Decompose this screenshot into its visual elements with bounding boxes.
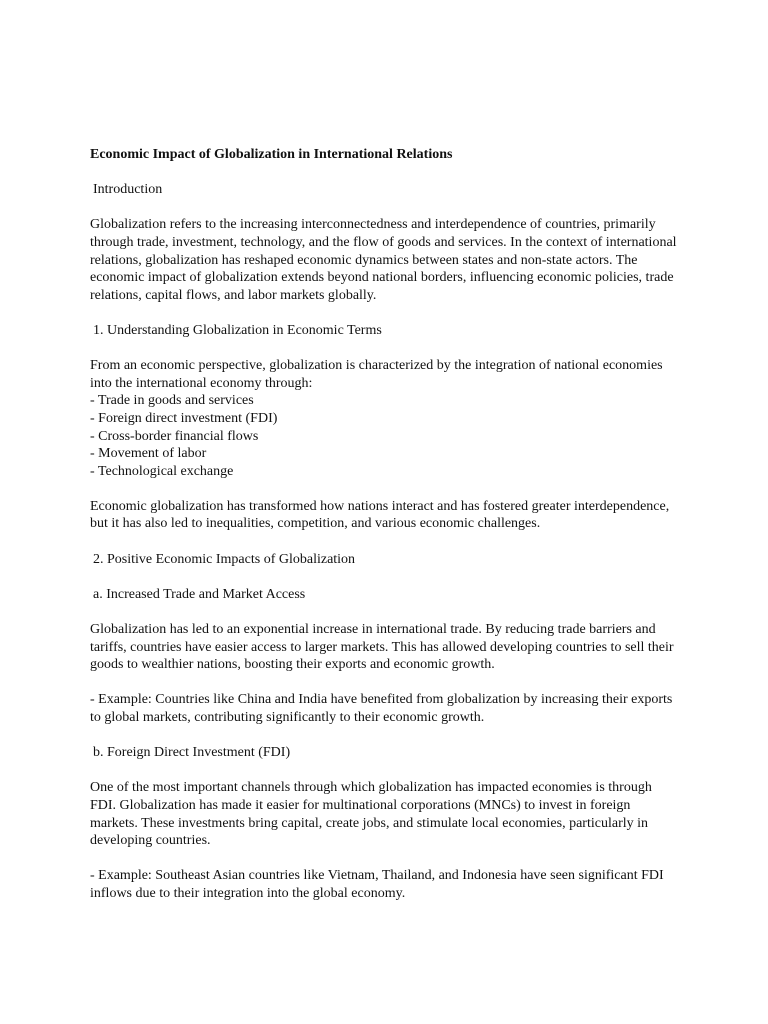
list-item: - Cross-border financial flows <box>90 428 259 444</box>
list-item: - Movement of labor <box>90 446 207 462</box>
section2b-paragraph: One of the most important channels through which globalization has impacted economies is through FDI. Globalization has made it easier for multinational corporations (MNCs) to invest in foreign markets. These investments bring capital, create jobs, and stimulate local economies, particularly in developing countries. <box>90 780 652 849</box>
section1-paragraph: From an economic perspective, globalization is characterized by the integration of national economies into the international economy through: <box>90 358 663 391</box>
section2a-example: - Example: Countries like China and India have benefited from globalization by increasing their exports to global markets, contributing significantly to their economic growth. <box>90 692 673 725</box>
section2a-paragraph: Globalization has led to an exponential increase in international trade. By reducing trade barriers and tariffs, countries have easier access to larger markets. This has allowed developing countries to sell their goods to wealthier nations, boosting their exports and economic growth. <box>90 622 674 673</box>
list-item: - Technological exchange <box>90 463 234 479</box>
section2b-heading: b. Foreign Direct Investment (FDI) <box>93 745 291 761</box>
section2-heading: 2. Positive Economic Impacts of Globalization <box>93 551 356 567</box>
section2b-example: - Example: Southeast Asian countries like Vietnam, Thailand, and Indonesia have seen significant FDI inflows due to their integration into the global economy. <box>90 868 664 901</box>
intro-paragraph: Globalization refers to the increasing interconnectedness and interdependence of countries, primarily through trade, investment, technology, and the flow of goods and services. In the context of international relations, globalization has reshaped economic dynamics between states and non-state actors. The economic impact of globalization extends beyond national borders, influencing economic policies, trade relations, capital flows, and labor markets globally. <box>90 217 677 303</box>
section1-list <box>90 392 680 480</box>
section1-block <box>90 357 680 480</box>
intro-heading: Introduction <box>93 182 163 198</box>
list-item: - Foreign direct investment (FDI) <box>90 410 278 426</box>
section1-heading: 1. Understanding Globalization in Economic Terms <box>93 322 382 338</box>
section2a-heading: a. Increased Trade and Market Access <box>93 586 306 602</box>
document-title: Economic Impact of Globalization in International Relations <box>90 147 453 162</box>
section1-paragraph2: Economic globalization has transformed how nations interact and has fostered greater interdependence, but it has also led to inequalities, competition, and various economic challenges. <box>90 498 670 532</box>
list-item: - Trade in goods and services <box>90 393 254 409</box>
document-page <box>90 146 680 920</box>
